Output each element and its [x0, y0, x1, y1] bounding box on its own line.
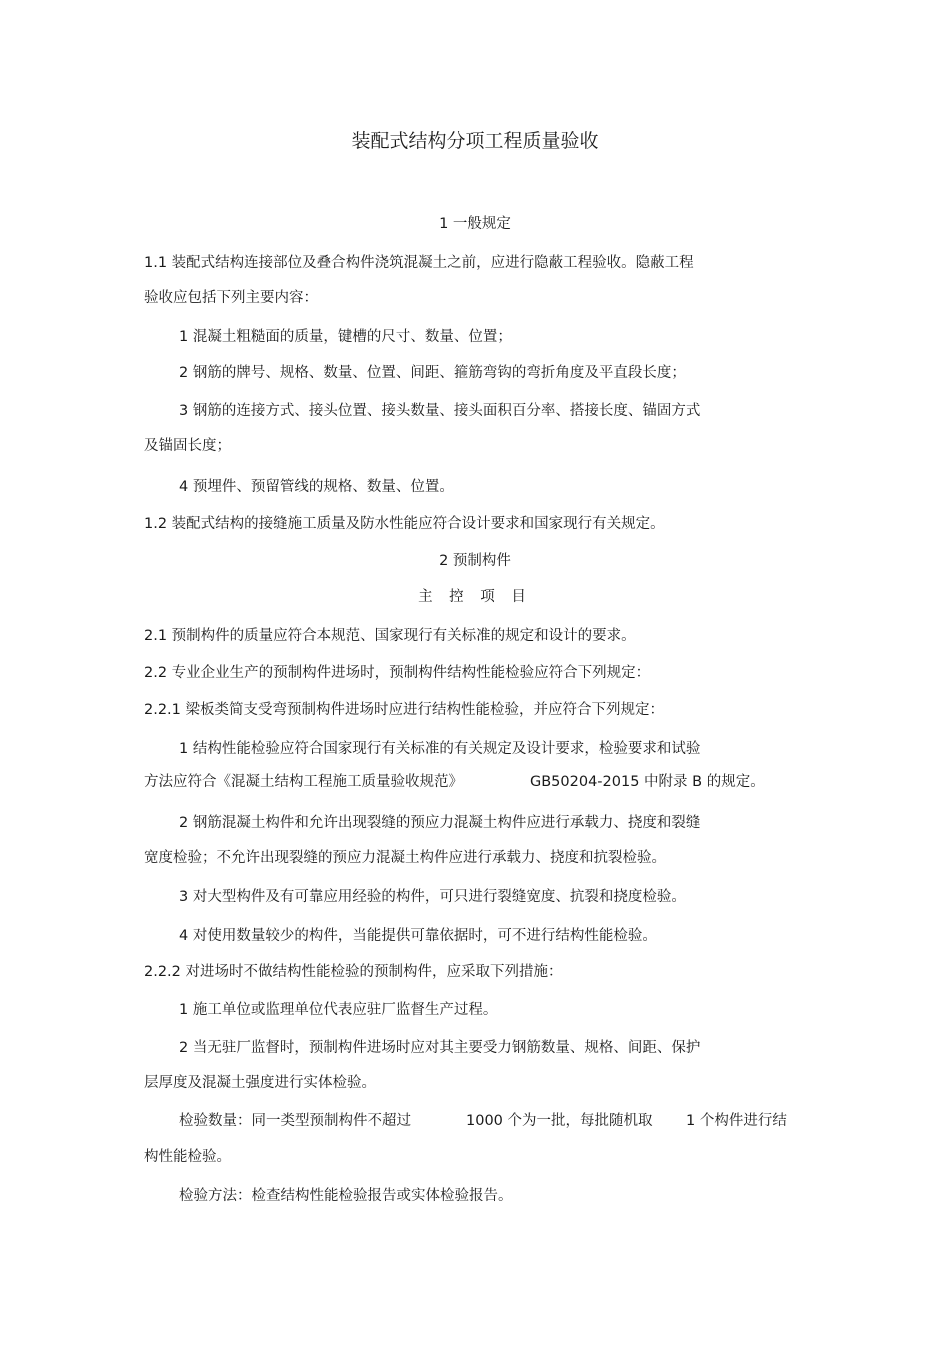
clause-1-1-item-2: 2 钢筋的牌号、规格、数量、位置、间距、箍筋弯钩的弯折角度及平直段长度； — [179, 365, 686, 381]
clause-2-2-1-item-4: 4 对使用数量较少的构件，当能提供可靠依据时，可不进行结构性能检验。 — [179, 928, 657, 944]
page-title: 装配式结构分项工程质量验收 — [351, 130, 599, 152]
clause-2-2-1-item-1-line-2b: GB50204-2015 中附录 B 的规定。 — [530, 774, 765, 790]
clause-1-1-item-3-line-1: 3 钢筋的连接方式、接头位置、接头数量、接头面积百分率、搭接长度、锚固方式 — [179, 403, 701, 419]
clause-1-1-line-2: 验收应包括下列主要内容： — [144, 290, 318, 306]
section-1-heading: 1 一般规定 — [439, 216, 511, 232]
clause-2-2-2: 2.2.2 对进场时不做结构性能检验的预制构件，应采取下列措施： — [144, 964, 563, 980]
clause-2-2-1-item-1-line-2a: 方法应符合《混凝土结构工程施工质量验收规范》 — [144, 774, 463, 790]
inspection-quantity-line-1c: 1 个构件进行结 — [686, 1113, 787, 1129]
clause-2-2-1-item-2-line-2: 宽度检验；不允许出现裂缝的预应力混凝土构件应进行承载力、挠度和抗裂检验。 — [144, 850, 666, 866]
inspection-method: 检验方法：检查结构性能检验报告或实体检验报告。 — [179, 1188, 513, 1204]
clause-2-2-2-item-2-line-2: 层厚度及混凝土强度进行实体检验。 — [144, 1075, 376, 1091]
clause-1-1-item-1: 1 混凝土粗糙面的质量，键槽的尺寸、数量、位置； — [179, 329, 512, 345]
clause-2-2-1-item-2-line-1: 2 钢筋混凝土构件和允许出现裂缝的预应力混凝土构件应进行承载力、挠度和裂缝 — [179, 815, 701, 831]
clause-2-2-1-item-3: 3 对大型构件及有可靠应用经验的构件，可只进行裂缝宽度、抗裂和挠度检验。 — [179, 889, 686, 905]
clause-2-2-2-item-1: 1 施工单位或监理单位代表应驻厂监督生产过程。 — [179, 1002, 498, 1018]
section-2-subheading: 主 控 项 目 — [418, 589, 532, 605]
inspection-quantity-line-2: 构性能检验。 — [144, 1149, 231, 1165]
clause-1-1-item-4: 4 预埋件、预留管线的规格、数量、位置。 — [179, 479, 454, 495]
clause-2-2: 2.2 专业企业生产的预制构件进场时，预制构件结构性能检验应符合下列规定： — [144, 665, 651, 681]
clause-1-1-line-1: 1.1 装配式结构连接部位及叠合构件浇筑混凝土之前，应进行隐蔽工程验收。隐蔽工程 — [144, 255, 694, 271]
inspection-quantity-line-1a: 检验数量：同一类型预制构件不超过 — [179, 1113, 411, 1129]
clause-2-1: 2.1 预制构件的质量应符合本规范、国家现行有关标准的规定和设计的要求。 — [144, 628, 636, 644]
clause-1-2: 1.2 装配式结构的接缝施工质量及防水性能应符合设计要求和国家现行有关规定。 — [144, 516, 665, 532]
clause-2-2-1: 2.2.1 梁板类简支受弯预制构件进场时应进行结构性能检验，并应符合下列规定： — [144, 702, 665, 718]
inspection-quantity-line-1b: 1000 个为一批，每批随机取 — [466, 1113, 653, 1129]
clause-1-1-item-3-line-2: 及锚固长度； — [144, 438, 231, 454]
clause-2-2-2-item-2-line-1: 2 当无驻厂监督时，预制构件进场时应对其主要受力钢筋数量、规格、间距、保护 — [179, 1040, 701, 1056]
clause-2-2-1-item-1-line-1: 1 结构性能检验应符合国家现行有关标准的有关规定及设计要求，检验要求和试验 — [179, 741, 701, 757]
section-2-heading: 2 预制构件 — [439, 553, 511, 569]
